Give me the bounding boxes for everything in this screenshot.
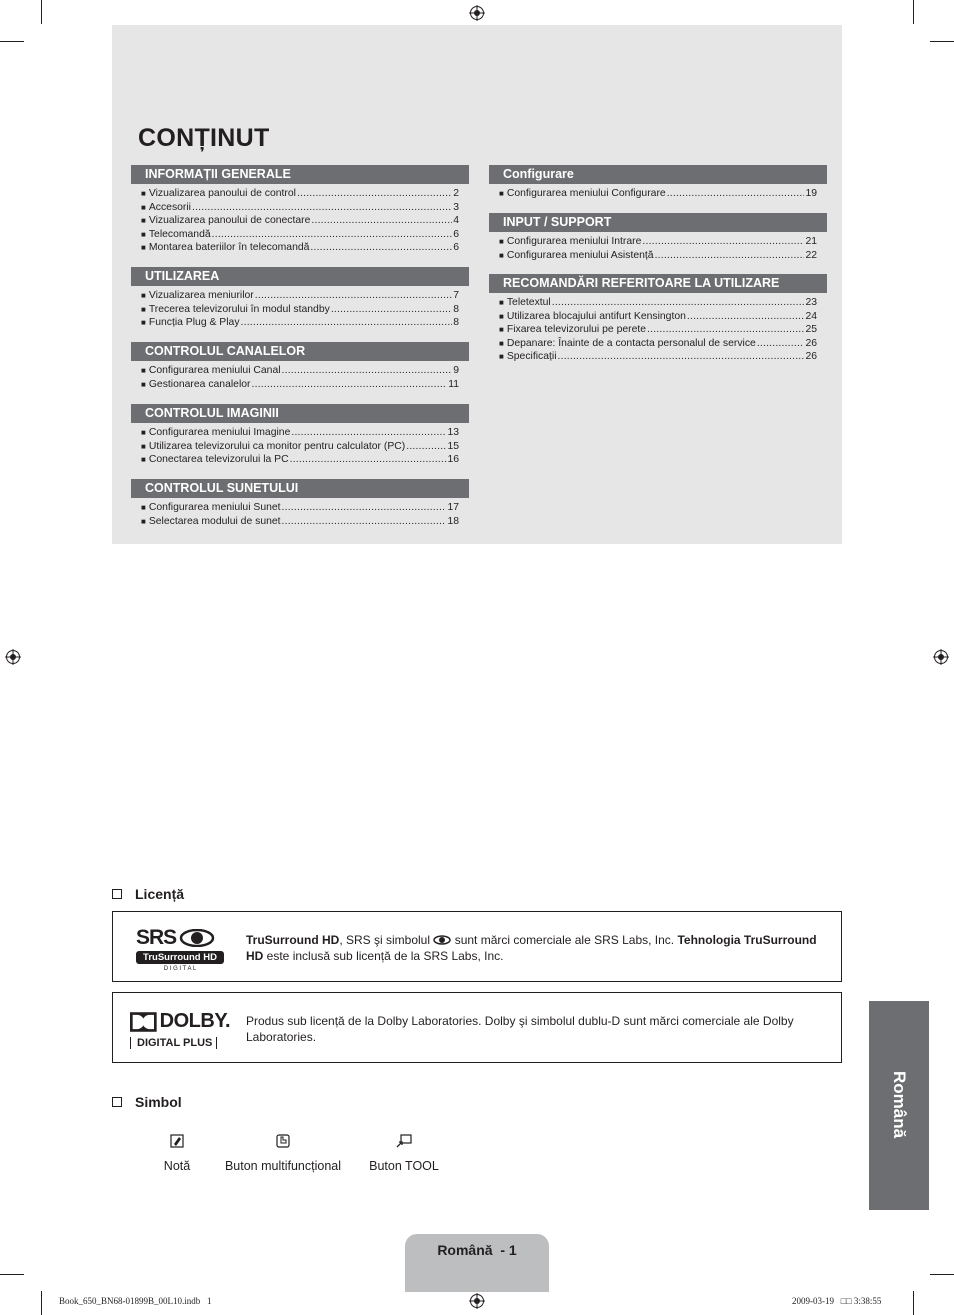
- footer-file-info: Book_650_BN68-01899B_00L10.indb 1: [59, 1296, 212, 1306]
- toc-entry-page: 6: [453, 242, 459, 253]
- toc-entry-label: Depanare: Înainte de a contacta personalul de service: [506, 337, 756, 349]
- toc-entry-page: 7: [453, 290, 459, 301]
- toc-section-recommendations: [489, 274, 827, 364]
- srs-license-box: [112, 911, 842, 982]
- toc-entry[interactable]: ■ Funcția Plug & Play ..... 8: [131, 316, 469, 330]
- toc-entry-page: 8: [453, 303, 459, 315]
- toc-entry-label: Vizualizarea panoului de conectare: [148, 215, 311, 226]
- dolby-logo: DOLBY. DIGITAL PLUS: [130, 1010, 230, 1051]
- toc-entry[interactable]: ■ Montarea bateriilor în telecomandă ..... 6: [131, 241, 469, 255]
- toc-section-header: CONTROLUL IMAGINII: [131, 404, 469, 423]
- toc-section-header: UTILIZAREA: [131, 267, 469, 286]
- srs-symbol-icon: [179, 929, 215, 947]
- toc-entry[interactable]: ■ Teletextul ..... 23: [489, 296, 827, 310]
- toc-section-channels: [131, 342, 469, 391]
- toc-entry-label: Conectarea televizorului la PC: [148, 454, 289, 465]
- toc-entry-label: Utilizarea televizorului ca monitor pentru calculator (PC): [148, 440, 406, 452]
- crop-mark: [41, 0, 42, 24]
- registration-mark-icon: [5, 649, 21, 665]
- toc-entry-label: Montarea bateriilor în telecomandă: [148, 242, 310, 253]
- toc-entry-label: Configurarea meniului Canal: [148, 365, 281, 376]
- toc-entry[interactable]: ■ Configurarea meniului Configurare ..... 19: [489, 187, 827, 201]
- toc-entry-label: Trecerea televizorului în modul standby: [148, 303, 330, 315]
- toc-entry[interactable]: ■ Vizualizarea meniurilor ..... 7: [131, 289, 469, 303]
- toc-entry[interactable]: ■ Specificații ..... 26: [489, 350, 827, 364]
- toc-entry[interactable]: ■ Depanare: Înainte de a contacta personalul de service ..... 26: [489, 337, 827, 351]
- toc-entry-page: 6: [453, 228, 459, 240]
- dolby-license-box: [112, 992, 842, 1063]
- dolby-license-text: Produs sub licență de la Dolby Laboratories. Dolby şi simbolul dublu-D sunt mărci comerciale ale Dolby Laboratories.: [246, 1014, 794, 1044]
- footer-timestamp: 2009-03-19 □□ 3:38:55: [792, 1296, 882, 1306]
- toc-section-picture: [131, 404, 469, 467]
- page-number-label: Română - 1: [437, 1242, 517, 1258]
- toc-entry-label: Fixarea televizorului pe perete: [506, 324, 647, 335]
- toc-entry-label: Telecomandă: [148, 228, 211, 240]
- toc-entry-label: Vizualizarea panoului de control: [148, 188, 296, 199]
- checkbox-bullet-icon: [112, 1097, 122, 1107]
- toc-entry[interactable]: ■ Configurarea meniului Asistență ..... 22: [489, 249, 827, 263]
- toc-entry[interactable]: ■ Selectarea modului de sunet ..... 18: [131, 515, 469, 529]
- toc-entry-label: Configurarea meniului Intrare: [506, 236, 642, 247]
- toc-entry[interactable]: ■ Telecomandă ..... 6: [131, 228, 469, 242]
- toc-entry-label: Configurarea meniului Configurare: [506, 188, 666, 199]
- toc-section-header: CONTROLUL SUNETULUI: [131, 479, 469, 498]
- toc-entry-label: Selectarea modului de sunet: [148, 515, 281, 527]
- toc-entry[interactable]: ■ Trecerea televizorului în modul standby ..... 8: [131, 303, 469, 317]
- toc-entry-label: Funcția Plug & Play: [148, 317, 240, 328]
- crop-mark: [913, 1291, 914, 1315]
- toc-entry[interactable]: ■ Configurarea meniului Imagine ..... 13: [131, 426, 469, 440]
- toc-section-header: INPUT / SUPPORT: [489, 213, 827, 232]
- toc-entry[interactable]: ■ Vizualizarea panoului de control ..... 2: [131, 187, 469, 201]
- srs-symbol-icon: [433, 935, 451, 945]
- toc-entry[interactable]: ■ Configurarea meniului Canal ..... 9: [131, 364, 469, 378]
- toc-entry[interactable]: ■ Configurarea meniului Intrare ..... 21: [489, 235, 827, 249]
- toc-entry[interactable]: ■ Accesorii ..... 3: [131, 201, 469, 215]
- toc-entry-label: Accesorii: [148, 201, 191, 213]
- toc-entry-page: 22: [805, 249, 817, 261]
- toc-entry-label: Configurarea meniului Asistență: [506, 249, 654, 261]
- srs-logo: SRS TruSurround HD D I G I T A L: [136, 926, 224, 972]
- symbol-heading-text: Simbol: [135, 1094, 182, 1110]
- crop-mark: [930, 1274, 954, 1275]
- symbol-multifunction: Buton multifuncțional: [218, 1134, 348, 1173]
- crop-mark: [41, 1291, 42, 1315]
- toc-section-usage: [131, 267, 469, 330]
- toc-entry-page: 26: [805, 337, 817, 349]
- toc-entry-page: 9: [453, 365, 459, 376]
- toc-entry[interactable]: ■ Utilizarea blocajului antifurt Kensington ..... 24: [489, 310, 827, 324]
- symbol-tool: Buton TOOL: [360, 1134, 448, 1173]
- toc-entry-page: 18: [447, 515, 459, 527]
- page-title: CONȚINUT: [138, 124, 270, 152]
- symbol-note: Notă: [147, 1134, 207, 1173]
- toc-entry-page: 16: [447, 454, 459, 465]
- crop-mark: [0, 41, 24, 42]
- toc-entry-page: 8: [453, 317, 459, 328]
- toc-entry-page: 15: [447, 440, 459, 452]
- toc-entry[interactable]: ■ Fixarea televizorului pe perete ..... 25: [489, 323, 827, 337]
- toc-entry-page: 11: [448, 378, 459, 390]
- toc-entry[interactable]: ■ Utilizarea televizorului ca monitor pentru calculator (PC) ..... 15: [131, 440, 469, 454]
- toc-entry-page: 26: [805, 351, 817, 362]
- language-side-tab-label: Română: [890, 1071, 909, 1139]
- toc-entry-label: Gestionarea canalelor: [148, 378, 251, 390]
- toc-section-header: Configurare: [489, 165, 827, 184]
- toc-entry-label: Specificații: [506, 351, 557, 362]
- registration-mark-icon: [469, 5, 485, 21]
- toc-entry-label: Vizualizarea meniurilor: [148, 290, 254, 301]
- toc-section-sound: [131, 479, 469, 528]
- toc-entry-label: Utilizarea blocajului antifurt Kensington: [506, 310, 686, 322]
- tool-button-icon: [396, 1134, 412, 1148]
- srs-license-text: TruSurround HD, SRS şi simbolul sunt mărci comerciale ale SRS Labs, Inc. Tehnologia TruSurround HD este inclusă sub licență de la SRS Labs, Inc.: [246, 933, 817, 963]
- registration-mark-icon: [933, 649, 949, 665]
- license-heading: [112, 886, 184, 902]
- toc-entry-label: Teletextul: [506, 297, 551, 308]
- toc-entry-page: 17: [447, 502, 459, 513]
- toc-section-setup: [489, 165, 827, 201]
- toc-entry-label: Configurarea meniului Sunet: [148, 502, 281, 513]
- dolby-double-d-icon: [130, 1011, 157, 1033]
- toc-entry[interactable]: ■ Conectarea televizorului la PC ..... 16: [131, 453, 469, 467]
- toc-section-general: [131, 165, 469, 255]
- toc-entry-page: 4: [453, 215, 459, 226]
- toc-entry-page: 3: [453, 201, 459, 213]
- toc-entry[interactable]: ■ Gestionarea canalelor ..... 11: [131, 378, 469, 392]
- toc-entry-page: 13: [447, 427, 459, 438]
- toc-section-header: INFORMAȚII GENERALE: [131, 165, 469, 184]
- checkbox-bullet-icon: [112, 889, 122, 899]
- toc-entry-page: 21: [805, 236, 817, 247]
- toc-entry-page: 2: [453, 188, 459, 199]
- crop-mark: [0, 1274, 24, 1275]
- note-icon: [170, 1134, 184, 1148]
- toc-entry[interactable]: ■ Vizualizarea panoului de conectare ..... 4: [131, 214, 469, 228]
- toc-entry-page: 25: [805, 324, 817, 335]
- crop-mark: [930, 41, 954, 42]
- toc-entry-page: 24: [805, 310, 817, 322]
- toc-entry-label: Configurarea meniului Imagine: [148, 427, 291, 438]
- toc-entry-page: 23: [805, 297, 817, 308]
- toc-section-header: RECOMANDĂRI REFERITOARE LA UTILIZARE: [489, 274, 827, 293]
- symbol-heading: [112, 1094, 182, 1110]
- toc-entry-page: 19: [805, 188, 817, 199]
- toc-section-header: CONTROLUL CANALELOR: [131, 342, 469, 361]
- registration-mark-icon: [469, 1293, 485, 1309]
- license-heading-text: Licență: [135, 886, 185, 902]
- toc-entry[interactable]: ■ Configurarea meniului Sunet ..... 17: [131, 501, 469, 515]
- crop-mark: [913, 0, 914, 24]
- multifunction-button-icon: [276, 1134, 290, 1148]
- toc-section-input-support: [489, 213, 827, 262]
